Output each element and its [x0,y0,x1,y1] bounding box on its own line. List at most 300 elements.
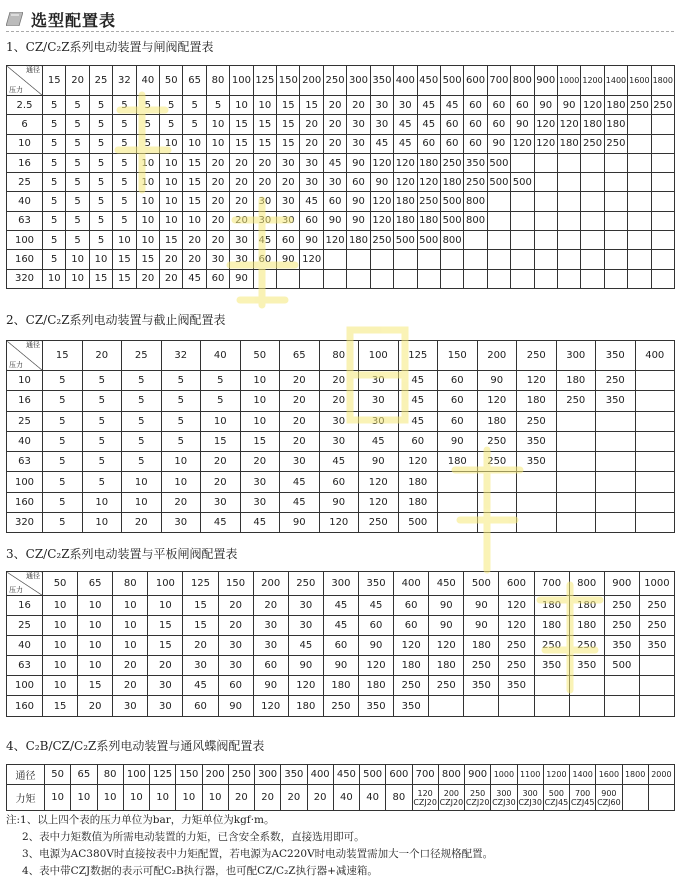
torque-cell: 5 [113,173,136,192]
torque-cell: 500 [417,231,440,250]
column-header: 40 [201,341,241,371]
section-title-flat-gate-valve: 3、CZ/C₂Z系列电动装置与平板闸阀配置表 [6,547,238,561]
torque-cell: 350 [394,696,429,716]
torque-cell: 10 [113,616,148,636]
torque-cell: 10 [240,391,280,411]
torque-cell: 250 [464,173,487,192]
torque-cell [347,269,370,288]
pressure-cell: 16 [7,596,43,616]
torque-cell [323,269,346,288]
torque-cell: 5 [89,115,112,134]
torque-cell [628,153,651,172]
torque-cell: 10 [66,269,89,288]
torque-cell: 5 [122,391,162,411]
torque-cell: 120 [359,472,399,492]
torque-cell [651,250,674,269]
torque-cell: 250 [464,656,499,676]
torque-cell: 20 [307,785,333,811]
torque-cell [534,173,557,192]
torque-cell: 5 [66,134,89,153]
torque-cell: 10 [89,250,112,269]
torque-cell: 350 [604,636,639,656]
torque-cell: 250 [628,96,651,115]
column-header: 2000 [648,765,674,785]
torque-cell: 250 [477,452,517,472]
torque-cell [534,676,569,696]
column-header: 500 [360,765,386,785]
column-header: 65 [71,765,97,785]
torque-cell: 15 [300,96,323,115]
torque-cell: 180 [477,411,517,431]
torque-cell [604,211,627,230]
torque-cell: 20 [230,153,253,172]
torque-cell: 350 [464,153,487,172]
torque-cell: 45 [319,452,359,472]
torque-cell [517,492,557,512]
torque-cell [628,134,651,153]
table-row [7,431,675,451]
torque-cell: 60 [438,391,478,411]
torque-cell: 45 [323,153,346,172]
torque-cell: 90 [477,371,517,391]
torque-cell: 250 [323,696,358,716]
note-1: 注:1、以上四个表的压力单位为bar，力矩单位为kgf·m。 [6,814,275,826]
torque-cell [534,192,557,211]
torque-cell: 350 [639,636,674,656]
column-header: 600 [464,66,487,96]
torque-cell: 20 [122,513,162,533]
torque-cell: 5 [43,250,66,269]
torque-cell: 45 [358,596,393,616]
torque-cell [557,153,580,172]
column-header: 80 [206,66,229,96]
torque-cell: 120 [499,596,534,616]
torque-cell: 120 [370,211,393,230]
section-title-gate-valve: 1、CZ/C₂Z系列电动装置与闸阀配置表 [6,40,214,54]
torque-cell: 250 [604,616,639,636]
torque-cell: 120 [394,153,417,172]
column-header: 125 [253,66,276,96]
torque-cell: 5 [89,211,112,230]
torque-cell: 120 [517,371,557,391]
torque-cell: 120 [288,676,323,696]
torque-cell: 15 [240,431,280,451]
table-row [7,636,675,656]
torque-cell: 15 [148,636,183,656]
torque-cell: 300 CZJ30 [517,785,543,811]
torque-cell [581,231,604,250]
table-row [7,231,675,250]
torque-cell [464,696,499,716]
torque-cell: 10 [78,616,113,636]
torque-cell [277,269,300,288]
torque-cell: 180 [394,656,429,676]
torque-cell [556,452,596,472]
table-row [7,696,675,716]
column-header: 20 [82,341,122,371]
column-header: 350 [596,341,636,371]
torque-cell: 15 [230,134,253,153]
torque-cell: 60 [347,173,370,192]
torque-cell [596,492,636,512]
torque-cell: 45 [398,391,438,411]
torque-cell [477,492,517,512]
torque-cell: 500 [394,231,417,250]
pressure-cell: 320 [7,269,43,288]
torque-cell: 10 [160,211,183,230]
column-header: 25 [122,341,162,371]
torque-cell [635,391,675,411]
column-header: 200 [300,66,323,96]
torque-cell: 5 [66,115,89,134]
torque-cell: 10 [43,676,78,696]
torque-cell: 15 [89,269,112,288]
torque-cell: 10 [183,134,206,153]
torque-cell: 5 [89,96,112,115]
torque-cell: 180 [604,115,627,134]
column-header: 125 [183,572,218,596]
table-row [7,596,675,616]
torque-cell [581,250,604,269]
torque-cell [639,696,674,716]
torque-cell: 10 [43,656,78,676]
table-row [7,676,675,696]
torque-cell [534,153,557,172]
torque-cell: 45 [417,115,440,134]
torque-cell: 20 [113,656,148,676]
torque-cell: 15 [43,696,78,716]
page-title: 选型配置表 [31,10,117,30]
header-row [7,341,675,371]
torque-cell: 5 [43,513,83,533]
torque-cell: 30 [280,452,320,472]
torque-cell: 250 [359,513,399,533]
torque-cell: 250 [370,231,393,250]
torque-cell: 350 [517,431,557,451]
torque-cell [438,513,478,533]
torque-cell: 10 [78,596,113,616]
torque-cell [511,269,534,288]
torque-cell [635,452,675,472]
torque-cell: 45 [398,371,438,391]
torque-cell: 5 [89,192,112,211]
torque-cell [651,192,674,211]
torque-cell [511,231,534,250]
torque-cell: 180 [394,192,417,211]
torque-cell: 10 [97,785,123,811]
torque-cell: 20 [240,452,280,472]
torque-cell: 20 [230,192,253,211]
torque-cell: 90 [358,636,393,656]
torque-cell: 30 [240,472,280,492]
torque-cell: 5 [201,391,241,411]
torque-cell: 20 [230,173,253,192]
torque-cell: 180 [569,596,604,616]
column-header: 1000 [491,765,517,785]
torque-cell [487,211,510,230]
torque-cell: 30 [201,492,241,512]
torque-cell: 60 [487,96,510,115]
torque-cell [596,472,636,492]
torque-cell [511,250,534,269]
torque-cell: 5 [161,391,201,411]
torque-cell: 20 [300,134,323,153]
torque-cell: 30 [161,513,201,533]
torque-cell: 120 [398,452,438,472]
torque-cell: 5 [160,115,183,134]
torque-cell: 30 [206,250,229,269]
torque-cell: 5 [43,371,83,391]
table-row [7,452,675,472]
torque-cell: 90 [323,656,358,676]
torque-cell [517,472,557,492]
torque-cell: 10 [136,231,159,250]
column-header: 600 [499,572,534,596]
column-header: 100 [359,341,399,371]
column-header: 125 [398,341,438,371]
torque-cell [628,269,651,288]
torque-cell: 20 [255,785,281,811]
torque-cell: 5 [66,96,89,115]
pressure-cell: 100 [7,231,43,250]
column-header: 65 [183,66,206,96]
torque-cell: 60 [464,134,487,153]
torque-cell: 45 [201,513,241,533]
torque-cell: 20 [201,472,241,492]
torque-cell: 20 [113,676,148,696]
torque-cell [604,192,627,211]
column-header: 32 [161,341,201,371]
torque-cell: 30 [359,391,399,411]
torque-cell [635,431,675,451]
torque-cell [604,231,627,250]
torque-cell: 20 [253,596,288,616]
column-header: 350 [281,765,307,785]
torque-cell [556,513,596,533]
torque-cell: 5 [113,153,136,172]
torque-cell: 10 [43,596,78,616]
torque-cell: 120 [511,134,534,153]
torque-cell: 5 [89,173,112,192]
torque-cell: 60 [319,472,359,492]
flat-gate-valve-table [6,571,675,717]
torque-cell: 5 [183,115,206,134]
torque-cell: 200 CZJ20 [438,785,464,811]
torque-cell: 10 [148,596,183,616]
torque-cell: 60 [206,269,229,288]
torque-cell: 90 [347,153,370,172]
torque-cell: 90 [300,231,323,250]
torque-cell: 120 [359,492,399,512]
torque-cell [596,411,636,431]
column-header: 50 [43,572,78,596]
torque-cell: 30 [148,676,183,696]
torque-cell: 800 [464,192,487,211]
torque-cell: 90 [534,96,557,115]
torque-cell: 20 [323,115,346,134]
column-header: 15 [43,66,66,96]
torque-cell: 30 [230,250,253,269]
torque-cell [651,269,674,288]
notes [6,812,493,880]
column-header: 50 [45,765,71,785]
torque-cell: 90 [288,656,323,676]
torque-cell [635,492,675,512]
torque-cell: 250 [581,134,604,153]
torque-cell: 15 [201,431,241,451]
section-title-globe-valve: 2、CZ/C₂Z系列电动装置与截止阀配置表 [6,313,226,327]
torque-cell [477,472,517,492]
corner-cell [7,341,43,371]
torque-cell: 45 [240,513,280,533]
torque-cell [635,513,675,533]
torque-cell: 5 [122,431,162,451]
torque-cell: 180 [394,211,417,230]
section-title-butterfly-valve: 4、C₂B/CZ/C₂Z系列电动装置与通风蝶阀配置表 [6,739,265,753]
pressure-cell: 16 [7,153,43,172]
torque-cell: 180 [398,472,438,492]
torque-cell [511,192,534,211]
note-4: 4、表中带CZJ数据的表示可配C₂B执行器，也可配CZ/C₂Z执行器+减速箱。 [22,865,378,877]
torque-cell: 90 [347,192,370,211]
torque-cell: 40 [333,785,359,811]
column-header: 1000 [639,572,674,596]
torque-cell [651,211,674,230]
table-row [7,411,675,431]
pressure-cell: 25 [7,411,43,431]
torque-cell: 20 [206,231,229,250]
column-header: 20 [66,66,89,96]
table-row [7,656,675,676]
torque-cell: 120 [534,115,557,134]
torque-cell: 300 CZJ30 [491,785,517,811]
torque-cell: 250 [569,636,604,656]
torque-cell: 180 [417,153,440,172]
torque-cell: 15 [277,115,300,134]
torque-cell: 10 [161,452,201,472]
column-header: 450 [333,765,359,785]
torque-cell: 500 [398,513,438,533]
column-header: 100 [123,765,149,785]
torque-cell [534,269,557,288]
torque-cell: 180 [323,676,358,696]
torque-cell: 45 [253,231,276,250]
torque-cell: 120 [417,173,440,192]
torque-cell: 10 [206,134,229,153]
torque-cell: 10 [113,636,148,656]
pressure-cell: 320 [7,513,43,533]
torque-cell: 120 [557,115,580,134]
table-row [7,371,675,391]
torque-cell: 30 [277,192,300,211]
torque-cell: 90 [464,596,499,616]
torque-cell [581,173,604,192]
torque-cell: 90 [429,596,464,616]
column-header: 200 [202,765,228,785]
torque-cell: 10 [160,153,183,172]
torque-cell: 30 [253,192,276,211]
torque-cell: 250 [651,96,674,115]
pressure-cell: 10 [7,134,43,153]
torque-cell: 250 [596,371,636,391]
torque-cell [464,231,487,250]
torque-cell: 5 [161,371,201,391]
torque-cell: 20 [78,696,113,716]
torque-cell: 180 [347,231,370,250]
column-header: 500 [440,66,463,96]
pressure-cell: 40 [7,431,43,451]
torque-cell: 350 [534,656,569,676]
torque-cell: 5 [136,134,159,153]
torque-cell: 10 [160,173,183,192]
torque-cell [628,192,651,211]
dn-label: 通径 [7,765,45,785]
torque-cell: 120 [253,696,288,716]
torque-cell [464,250,487,269]
torque-cell: 20 [218,616,253,636]
torque-cell [511,211,534,230]
corner-label-pressure: 压力 [9,586,23,594]
torque-cell: 5 [43,115,66,134]
torque-cell: 60 [253,250,276,269]
torque-cell: 5 [82,391,122,411]
torque-cell: 5 [66,173,89,192]
torque-cell: 60 [440,134,463,153]
torque-cell: 5 [113,211,136,230]
torque-cell: 250 [556,391,596,411]
column-header: 300 [556,341,596,371]
torque-cell: 20 [183,231,206,250]
torque-cell: 20 [161,492,201,512]
column-header: 400 [635,341,675,371]
pressure-cell: 25 [7,616,43,636]
pressure-cell: 2.5 [7,96,43,115]
torque-cell: 5 [113,96,136,115]
torque-cell [440,269,463,288]
torque-cell: 10 [123,785,149,811]
torque-cell: 10 [240,411,280,431]
dn-row [7,765,675,785]
corner-label-dn: 通径 [26,572,40,580]
torque-cell [556,431,596,451]
pressure-cell: 100 [7,676,43,696]
column-header: 1800 [622,765,648,785]
torque-cell: 90 [464,616,499,636]
torque-cell: 20 [218,596,253,616]
torque-cell: 5 [136,115,159,134]
torque-cell: 5 [66,211,89,230]
torque-cell: 30 [253,616,288,636]
torque-cell: 20 [160,269,183,288]
torque-cell: 180 [517,391,557,411]
pressure-cell: 6 [7,115,43,134]
torque-cell: 500 [487,153,510,172]
torque-cell [557,173,580,192]
torque-cell [323,250,346,269]
header-row [7,572,675,596]
torque-cell: 45 [300,192,323,211]
torque-cell: 20 [281,785,307,811]
torque-cell: 90 [280,513,320,533]
torque-cell: 30 [230,231,253,250]
torque-cell: 10 [122,472,162,492]
pressure-cell: 160 [7,492,43,512]
column-header: 900 [604,572,639,596]
torque-cell [534,231,557,250]
table-row [7,192,675,211]
column-header: 400 [394,66,417,96]
torque-cell [581,211,604,230]
